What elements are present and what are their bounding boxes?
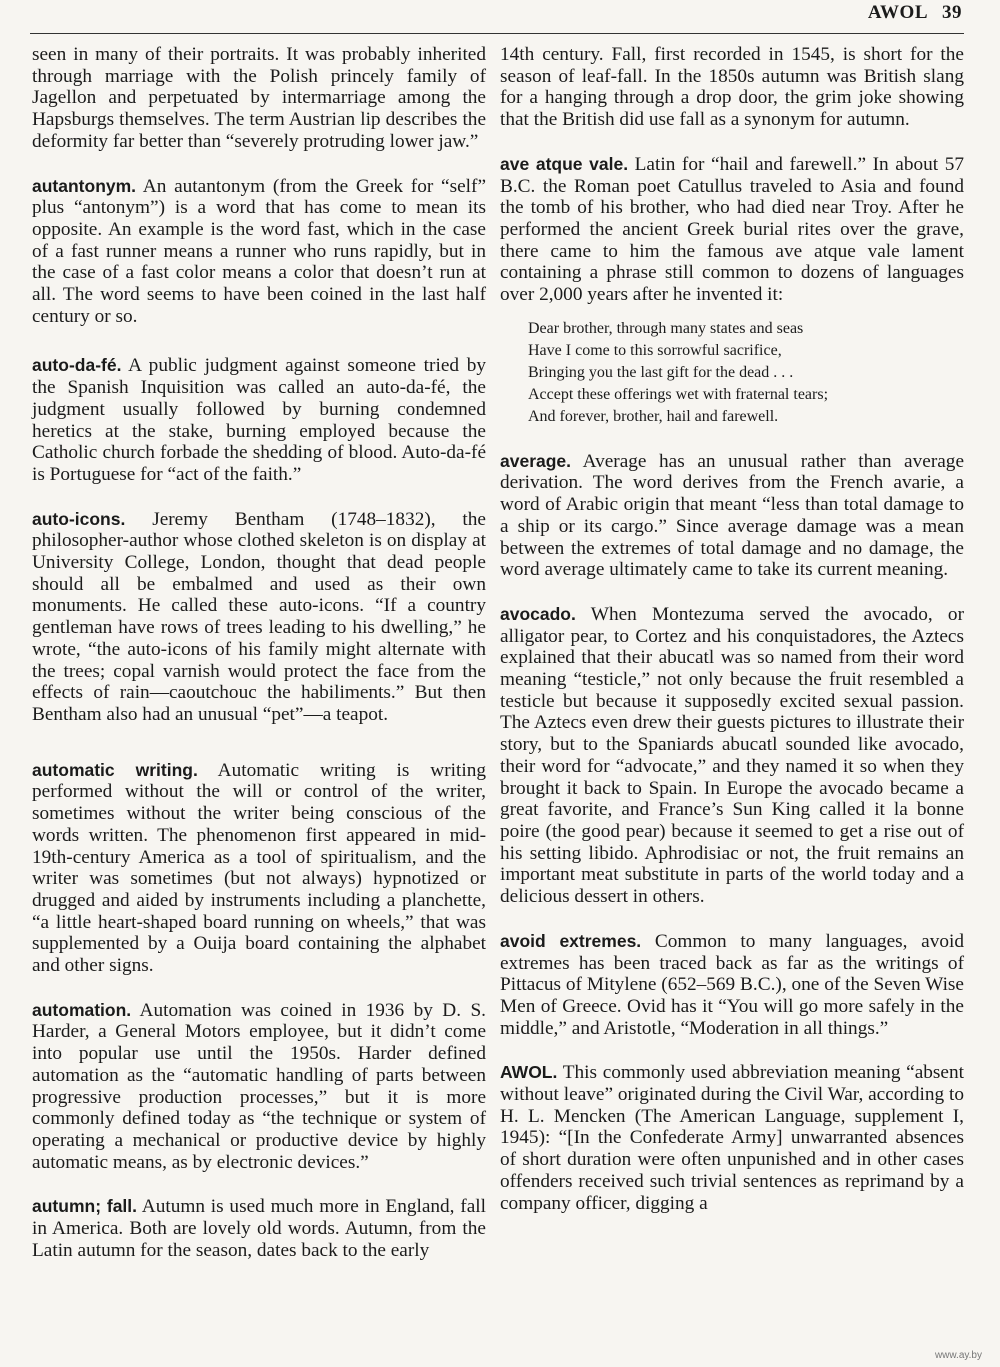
entry-ave-atque-vale (500, 154, 964, 428)
entry-text: A public judgment against someone tried by the Spanish Inquisition was called an auto-da-fé, the judgment usually followed by burning condemned heretics at the stake, burning employed because the Catholic church forbade the shedding of blood. Auto-da-fé is Portuguese for “act of the faith.” (32, 355, 487, 485)
entry-text: Latin for “hail and farewell.” In about 57 B.C. the Roman poet Catullus traveled to Asia and found the tomb of his brother, who had died near Troy. After he performed the ancient Greek burial rites over the grave, there came to him the famous ave atque vale lament containing a phrase still common to dozens of languages over 2,000 years after he invented it: (500, 153, 964, 306)
headword: autumn; fall. (32, 1196, 138, 1217)
headword: auto-da-fé. (32, 355, 122, 376)
watermark: www.ay.by (934, 1350, 982, 1361)
header-rule (30, 33, 964, 34)
headword: avocado. (500, 603, 576, 624)
entry-text: Automation was coined in 1936 by D. S. Harder, a General Motors employee, but it didn’t come into popular use until the 1950s. Harder defined automation as the “automatic handling of parts between progressive production processes,” but it is more commonly defined today as “the technique or system of operating a mechanical or productive device by highly automatic means, as by electronic devices.” (32, 999, 486, 1173)
headword: autantonym. (32, 175, 137, 196)
entry-automation (32, 1000, 486, 1174)
entry-text: This commonly used abbreviation meaning “absent without leave” originated during the Civil War, according to H. L. Mencken (The American Language, supplement I, 1945): “[In the Confederate Army] unwarranted absences of short duration were often unpunished and in other cases offenders received such trivial sentences as reprimand by a company officer, digging a (500, 1062, 964, 1214)
poem-line: Have I come to this sorrowful sacrifice, (528, 341, 782, 359)
headword: automatic writing. (32, 759, 198, 780)
entry-text: When Montezuma served the avocado, or alligator pear, to Cortez and his conquistadores, the Aztecs explained that their abucatl was so named from their word meaning “testicle,” not only because the fruit resembled a testicle but because it supposedly excited sexual passion. The Aztecs even drew their guests pictures to illustrate their story, but to the Spaniards abucatl sounded like avocado, their word for “advocate,” and they named it so when they brought it back to Spain. In Europe the avocado became a great favorite, and France’s Sun King called it la bonne poire (the good pear) because it seemed to get a rise out of his setting libido. Aphrodisiac or not, the fruit remains an important meat substitute in parts of the world today and a delicious dessert in others. (500, 603, 964, 908)
running-head: AWOL (867, 2, 928, 23)
left-column (32, 44, 486, 1284)
poem-quote (528, 318, 964, 428)
continued-text: 14th century. Fall, first recorded in 1545, is short for the season of leaf-fall. In the 1850s autumn was British slang for a hanging through a drop door, the grim joke showing that the British did use fall as a synonym for autumn. (500, 44, 964, 131)
entry-text: Autumn is used much more in England, fall in America. Both are lovely old words. Autumn, from the Latin autumn for the season, dates back to the early (32, 1196, 486, 1261)
entry-text: Automatic writing is writing performed without the will or control of the writer, sometimes without the writer being conscious of the words written. The phenomenon first appeared in mid-19th-century America as a tool of spiritualism, and the writer was sometimes (but not always) hypnotized or drugged and aided by instruments including a planchette, “a little heart-shaped board running on wheels,” that was supplemented by a Ouija board containing the alphabet and other signs. (32, 759, 486, 977)
poem-line: Bringing you the last gift for the dead . . . (528, 363, 794, 381)
right-column (500, 44, 964, 1237)
entry-avocado (500, 604, 964, 908)
entry-awol (500, 1062, 964, 1214)
entry-text: Common to many languages, avoid extremes has been traced back as far as the writings of Pittacus of Mitylene (652–569 B.C.), one of the Seven Wise Men of Greece. Ovid has it “You will go more safely in the middle,” and Aristotle, “Moderation in all things.” (500, 930, 965, 1039)
poem-line: Accept these offerings wet with fraternal tears; (528, 385, 829, 403)
poem-line: And forever, brother, hail and farewell. (528, 407, 779, 425)
page-number: 39 (942, 2, 962, 23)
headword: avoid extremes. (500, 930, 642, 951)
entry-text: Jeremy Bentham (1748–1832), the philosopher-author whose clothed skeleton is on display at University College, London, thought that dead people should all be embalmed and used as their own monuments. He called these auto-icons. “If a country gentleman have rows of trees leading to his dwelling,” he wrote, “the auto-icons of his family might alternate with the trees; copal varnish would protect the face from the effects of rain—caoutchouc the habiliments.” But then Bentham also had an unusual “pet”—a teapot. (32, 508, 486, 725)
entry-auto-da-fe (32, 355, 486, 485)
headword: ave atque vale. (500, 153, 629, 174)
entry-auto-icons (32, 509, 486, 726)
entry-text: Average has an unusual rather than average derivation. The word derives from the French avarie, a word of Arabic origin that meant “less than total damage to a ship or its cargo.” Since average damage was a mean between the extremes of total damage and no damage, the word average ultimately came to take its current meaning. (500, 450, 964, 581)
headword: auto-icons. (32, 508, 126, 529)
running-header (854, 2, 962, 24)
headword: AWOL. (500, 1062, 558, 1083)
headword: automation. (32, 999, 132, 1020)
headword: average. (500, 450, 572, 471)
continued-text: seen in many of their portraits. It was probably inherited through marriage with the Polish princely family of Jagellon and perpetuated by intermarriage among the Hapsburgs themselves. The term Austrian lip describes the deformity far better than “severely protruding lower jaw.” (32, 44, 486, 152)
entry-autantonym (32, 176, 486, 328)
entry-autumn-fall (32, 1196, 486, 1261)
poem-line: Dear brother, through many states and seas (528, 319, 804, 337)
entry-automatic-writing (32, 760, 486, 977)
entry-text: An autantonym (from the Greek for “self” plus “antonym”) is a word that has come to mean its opposite. An example is the word fast, which in the case of a fast runner means a runner who runs rapidly, but in the case of a fast color means a color that doesn’t run at all. The word seems to have been coined in the last half century or so. (32, 175, 486, 327)
entry-average (500, 451, 964, 581)
entry-avoid-extremes (500, 931, 964, 1040)
